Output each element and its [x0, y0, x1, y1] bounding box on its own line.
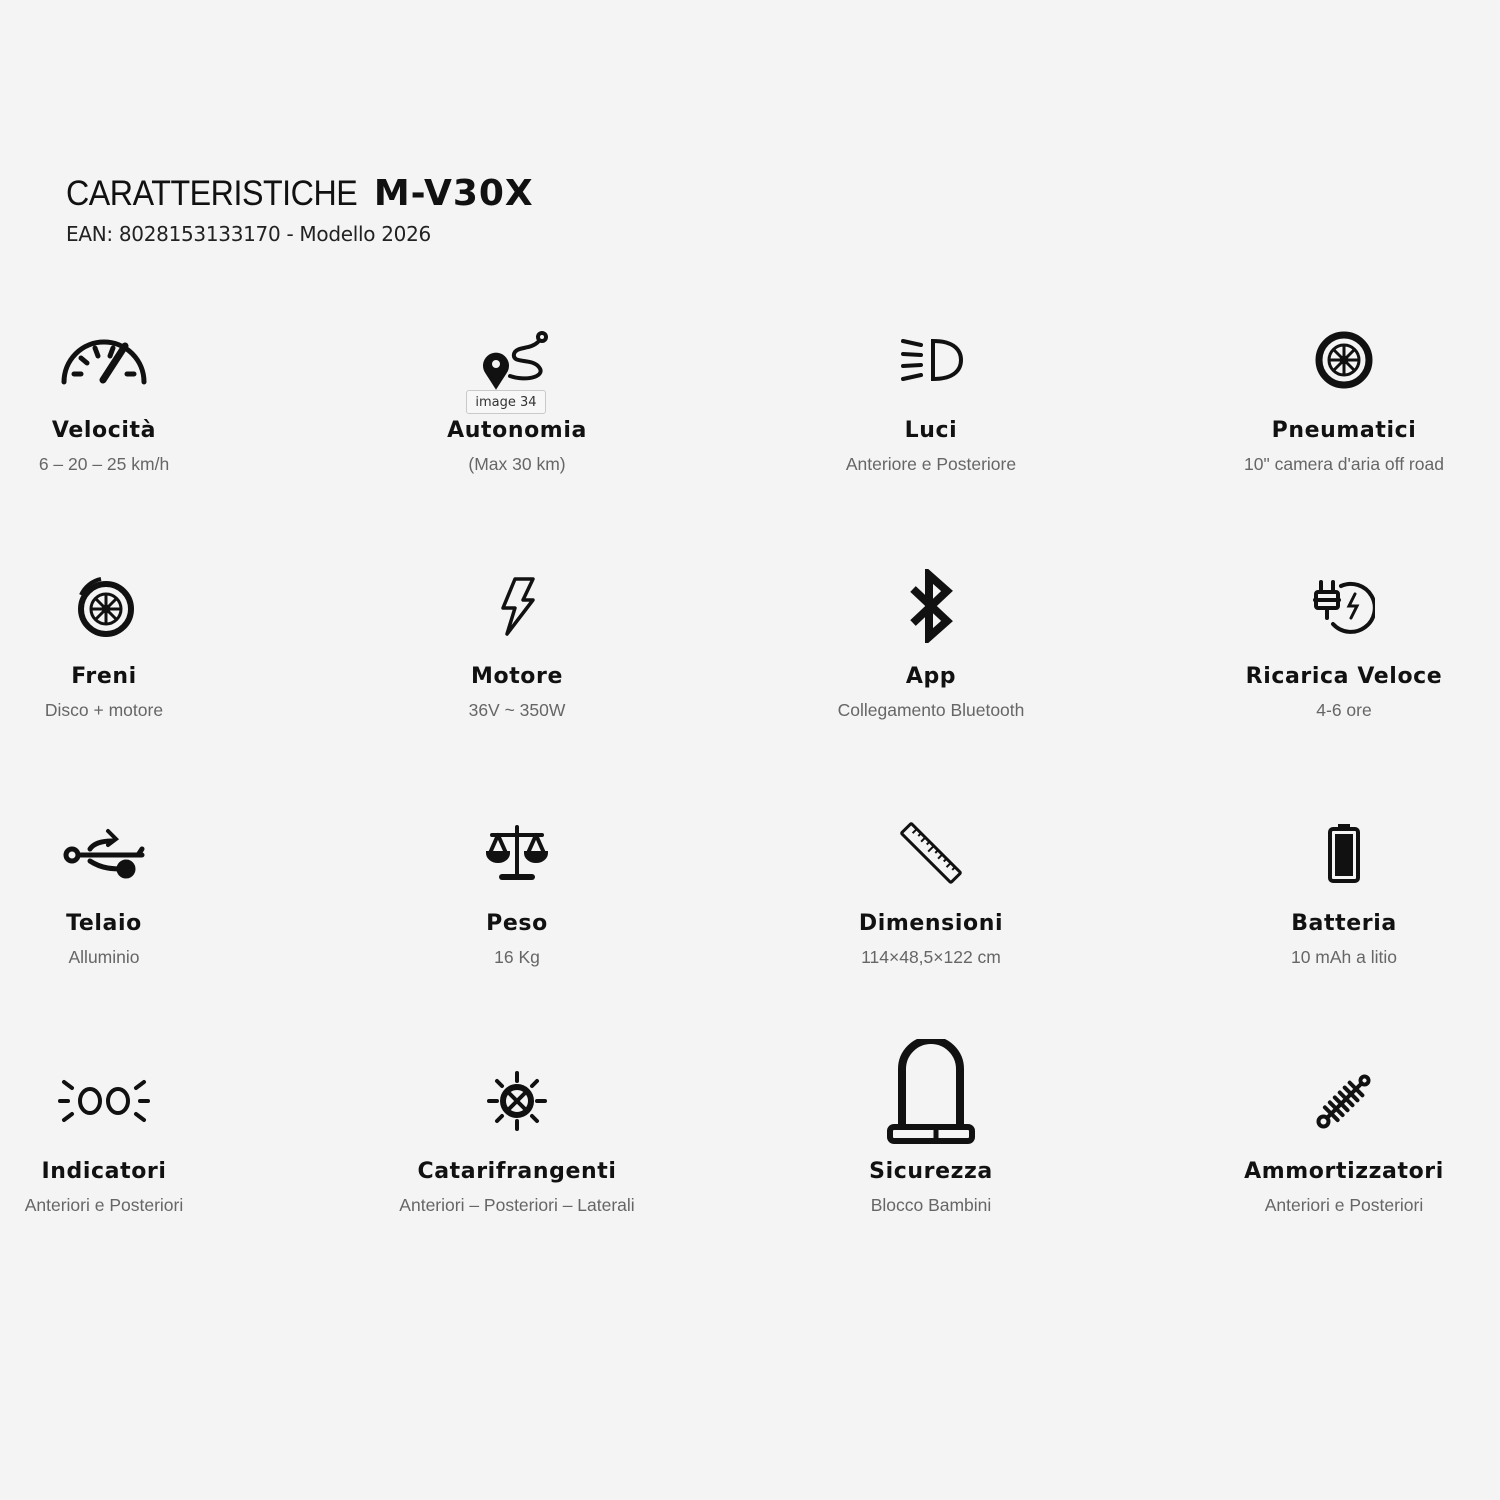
- feature-batteria: [1174, 808, 1500, 968]
- reflector-icon: [467, 1056, 567, 1146]
- brake-disc-icon: [54, 561, 154, 651]
- feature-name: Dimensioni: [858, 911, 1004, 936]
- title-model: M-V30X: [373, 173, 534, 214]
- feature-desc: Blocco Bambini: [870, 1195, 992, 1215]
- feature-pneumatici: [1174, 315, 1500, 475]
- turn-signal-lights-icon: [54, 1056, 154, 1146]
- feature-name: Catarifrangenti: [417, 1159, 617, 1184]
- feature-desc: 114×48,5×122 cm: [861, 947, 1001, 967]
- feature-name: Batteria: [1291, 911, 1397, 936]
- lightning-bolt-icon: [467, 561, 567, 651]
- bluetooth-icon: [881, 561, 981, 651]
- page-header: [66, 172, 534, 246]
- headlight-icon: [881, 315, 981, 405]
- speedometer-icon: [54, 315, 154, 405]
- feature-desc: 36V ~ 350W: [468, 700, 566, 720]
- feature-dimensioni: [761, 808, 1101, 968]
- feature-desc: (Max 30 km): [468, 454, 566, 474]
- feature-desc: Anteriori – Posteriori – Laterali: [399, 1195, 635, 1215]
- feature-indicatori: [0, 1056, 274, 1216]
- feature-telaio: [0, 808, 274, 968]
- feature-name: Luci: [904, 418, 958, 443]
- feature-desc: Anteriore e Posteriore: [845, 454, 1017, 474]
- feature-desc: 4-6 ore: [1316, 700, 1372, 720]
- feature-desc: Alluminio: [68, 947, 140, 967]
- tire-icon: [1294, 315, 1394, 405]
- feature-desc: 10" camera d'aria off road: [1244, 454, 1444, 474]
- shock-absorber-icon: [1294, 1056, 1394, 1146]
- feature-name: Velocità: [51, 418, 157, 443]
- feature-peso: [347, 808, 687, 968]
- feature-freni: [0, 561, 274, 721]
- page-title: [66, 172, 534, 216]
- feature-name: Sicurezza: [869, 1159, 993, 1184]
- feature-motore: [347, 561, 687, 721]
- feature-name: App: [905, 664, 957, 689]
- feature-name: Motore: [470, 664, 563, 689]
- feature-name: Autonomia: [447, 418, 587, 443]
- feature-desc: Collegamento Bluetooth: [837, 700, 1025, 720]
- title-prefix: CARATTERISTICHE: [66, 174, 358, 213]
- battery-icon: [1294, 808, 1394, 898]
- feature-desc: 10 mAh a litio: [1290, 947, 1398, 967]
- feature-app: [761, 561, 1101, 721]
- feature-name: Telaio: [66, 911, 142, 936]
- feature-desc: Anteriori e Posteriori: [1264, 1195, 1424, 1215]
- feature-name: Ricarica Veloce: [1245, 664, 1443, 689]
- feature-name: Indicatori: [41, 1159, 167, 1184]
- image-tooltip: image 34: [466, 390, 546, 414]
- feature-velocita: [0, 315, 274, 475]
- u-lock-icon: [881, 1056, 981, 1146]
- feature-ricarica: [1174, 561, 1500, 721]
- fast-charge-plug-icon: [1294, 561, 1394, 651]
- feature-luci: [761, 315, 1101, 475]
- feature-ammortizzatori: [1174, 1056, 1500, 1216]
- feature-name: Freni: [71, 664, 137, 689]
- feature-sicurezza: [761, 1056, 1101, 1216]
- feature-desc: Anteriori e Posteriori: [24, 1195, 184, 1215]
- feature-desc: 6 – 20 – 25 km/h: [38, 454, 170, 474]
- scooter-frame-icon: [54, 808, 154, 898]
- ean-subtitle: EAN: 8028153133170 - Modello 2026: [66, 222, 431, 246]
- feature-name: Ammortizzatori: [1244, 1159, 1444, 1184]
- feature-name: Pneumatici: [1271, 418, 1417, 443]
- feature-name: Peso: [486, 911, 548, 936]
- ruler-icon: [881, 808, 981, 898]
- feature-desc: Disco + motore: [44, 700, 164, 720]
- feature-catarifrangenti: [347, 1056, 687, 1216]
- feature-desc: 16 Kg: [494, 947, 540, 967]
- balance-scale-icon: [467, 808, 567, 898]
